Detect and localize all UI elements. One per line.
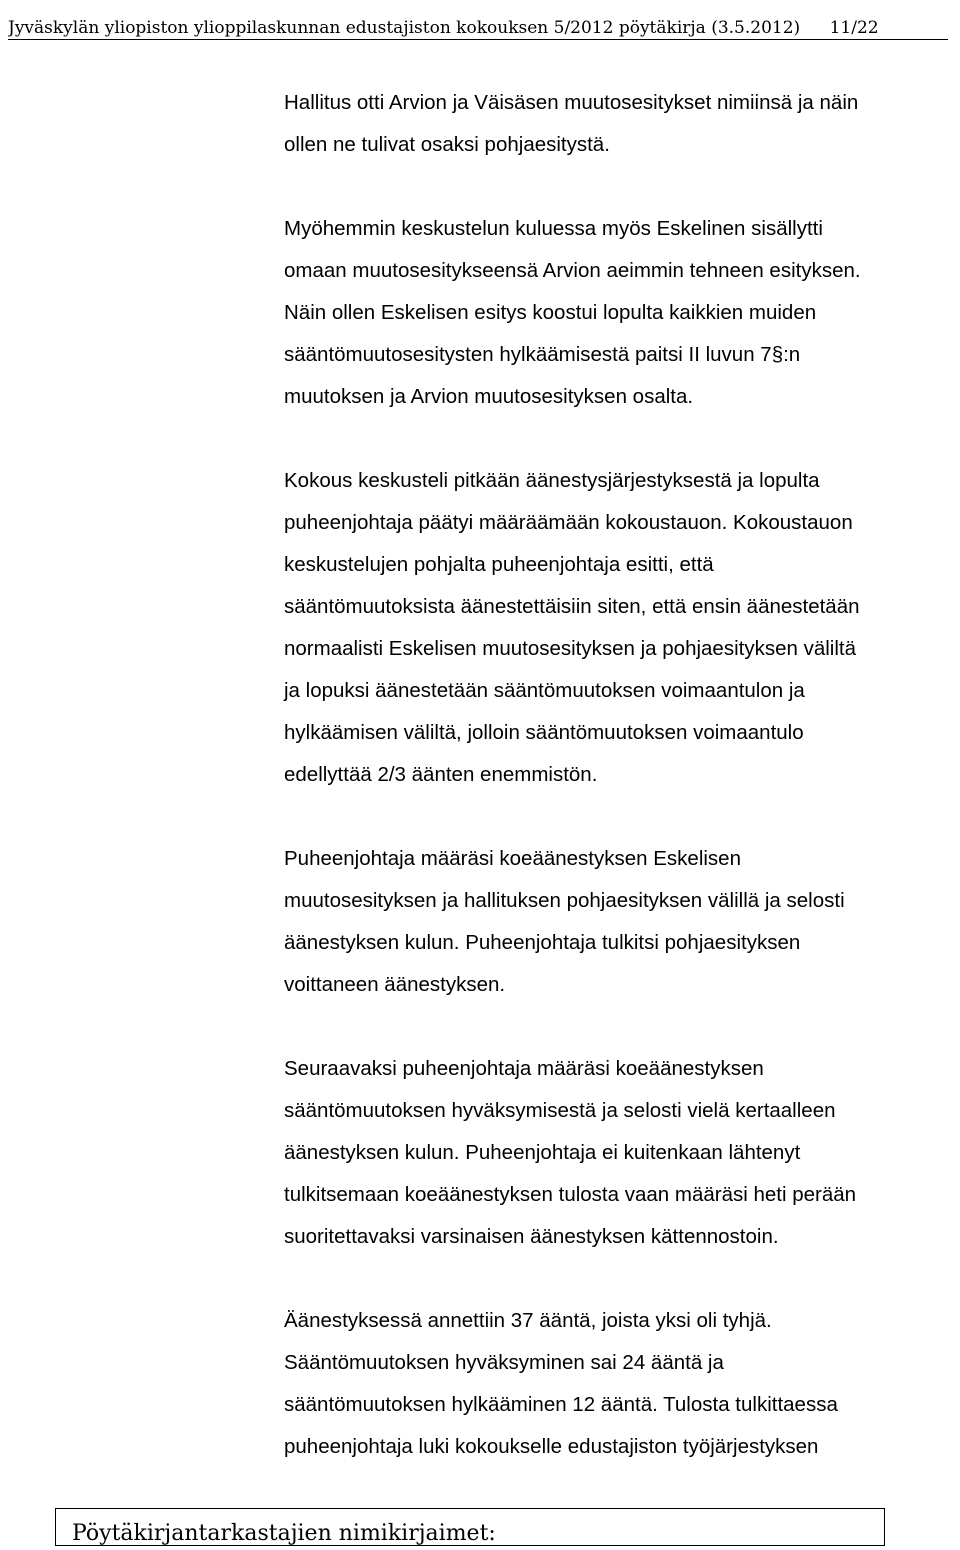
text-line: edellyttää 2/3 äänten enemmistön. — [284, 763, 598, 786]
text-line: ollen ne tulivat osaksi pohjaesitystä. — [284, 133, 610, 156]
text-line: Kokous keskusteli pitkään äänestysjärjestyksestä ja lopulta — [284, 469, 820, 492]
initials-box — [55, 1508, 885, 1546]
paragraph — [284, 838, 960, 1006]
text-line: hylkäämisen väliltä, jolloin sääntömuutoksen voimaantulo — [284, 721, 804, 744]
page-number: 11/22 — [829, 18, 879, 38]
text-line: äänestyksen kulun. Puheenjohtaja tulkitsi pohjaesityksen — [284, 931, 801, 954]
text-line: normaalisti Eskelisen muutosesityksen ja pohjaesityksen väliltä — [284, 637, 856, 660]
text-line: Myöhemmin keskustelun kuluessa myös Eskelinen sisällytti — [284, 217, 823, 240]
text-line: Äänestyksessä annettiin 37 ääntä, joista yksi oli tyhjä. — [284, 1309, 772, 1332]
text-line: Sääntömuutoksen hyväksyminen sai 24 ääntä ja — [284, 1351, 724, 1374]
header-rule — [8, 39, 948, 40]
text-line: sääntömuutoksen hylkääminen 12 ääntä. Tulosta tulkittaessa — [284, 1393, 838, 1416]
text-line: sääntömuutoksen hyväksymisestä ja selosti vielä kertaalleen — [284, 1099, 836, 1122]
text-line: tulkitsemaan koeäänestyksen tulosta vaan määräsi heti perään — [284, 1183, 857, 1206]
paragraph — [284, 208, 960, 418]
text-line: suoritettavaksi varsinaisen äänestyksen kättennostoin. — [284, 1225, 779, 1248]
text-line: sääntömuutoksista äänestettäisiin siten, että ensin äänestetään — [284, 595, 860, 618]
text-line: ja lopuksi äänestetään sääntömuutoksen voimaantulon ja — [284, 679, 805, 702]
text-line: äänestyksen kulun. Puheenjohtaja ei kuitenkaan lähtenyt — [284, 1141, 801, 1164]
text-line: muutoksen ja Arvion muutosesityksen osalta. — [284, 385, 694, 408]
text-line: sääntömuutosesitysten hylkäämisestä paitsi II luvun 7§:n — [284, 343, 801, 366]
page-header — [8, 16, 948, 40]
document-body — [284, 82, 960, 1510]
initials-label: Pöytäkirjantarkastajien nimikirjaimet: — [72, 1521, 496, 1546]
paragraph — [284, 1300, 960, 1468]
text-line: Seuraavaksi puheenjohtaja määräsi koeäänestyksen — [284, 1057, 764, 1080]
text-line: Hallitus otti Arvion ja Väisäsen muutosesitykset nimiinsä ja näin — [284, 91, 859, 114]
paragraph — [284, 460, 960, 796]
paragraph — [284, 82, 960, 166]
text-line: Näin ollen Eskelisen esitys koostui lopulta kaikkien muiden — [284, 301, 817, 324]
text-line: puheenjohtaja päätyi määräämään kokoustauon. Kokoustauon — [284, 511, 853, 534]
text-line: puheenjohtaja luki kokoukselle edustajiston työjärjestyksen — [284, 1435, 819, 1458]
text-line: muutosesityksen ja hallituksen pohjaesityksen välillä ja selosti — [284, 889, 845, 912]
text-line: keskustelujen pohjalta puheenjohtaja esitti, että — [284, 553, 714, 576]
document-title: Jyväskylän yliopiston ylioppilaskunnan edustajiston kokouksen 5/2012 pöytäkirja (3.5.2012) — [8, 18, 801, 38]
text-line: omaan muutosesitykseensä Arvion aeimmin tehneen esityksen. — [284, 259, 861, 282]
text-line: voittaneen äänestyksen. — [284, 973, 506, 996]
paragraph — [284, 1048, 960, 1258]
text-line: Puheenjohtaja määräsi koeäänestyksen Eskelisen — [284, 847, 741, 870]
